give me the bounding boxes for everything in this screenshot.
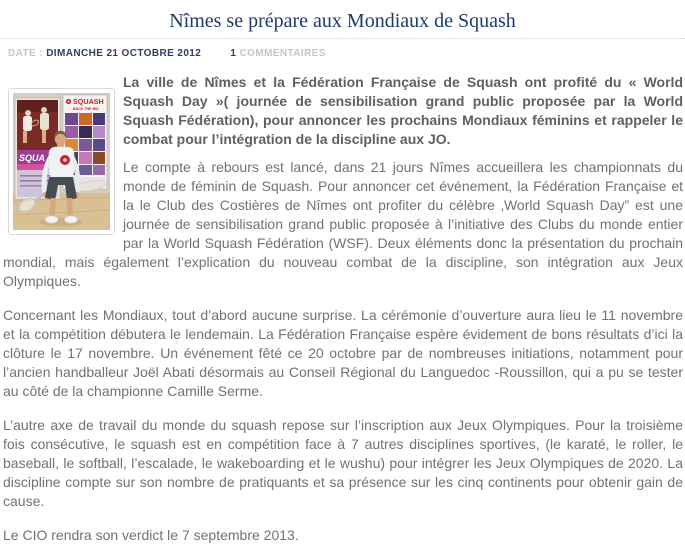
paragraph-verdict-cio: Le CIO rendra son verdict le 7 septembre 2013. — [3, 527, 299, 543]
comments-label: COMMENTAIRES — [239, 48, 326, 59]
poster-right-subtitle: BACK THE BID — [73, 107, 99, 111]
comments-link[interactable] — [230, 48, 325, 59]
paragraph-jeux-olympiques: L’autre axe de travail du monde du squash repose sur l’inscription aux Jeux Olympiques. Pour la troisième fois consécutive, le squash est en compétition face à 7 autres disciplines sportives, (le karaté, le roller, le baseball, le softball, l’escalade, le wakeboarding et le wushu) pour intégrer les Jeux Olympiques de 2020. La discipline compte sur son nombre de pratiquants et sa présence sur les cinq continents pour obtenir gain de cause. — [3, 417, 683, 509]
article-body — [0, 59, 685, 545]
poster-right-title: SQUASH — [73, 97, 104, 106]
date-value: DIMANCHE 21 OCTOBRE 2012 — [46, 48, 202, 59]
post-meta — [0, 39, 685, 59]
squash-photo-illustration — [13, 93, 110, 230]
comments-count: 1 — [230, 48, 237, 59]
poster-left-text: SQUA — [19, 153, 46, 163]
page-title: Nîmes se prépare aux Mondiaux de Squash — [0, 0, 685, 39]
paragraph-countdown: Le compte à rebours est lancé, dans 21 jours Nîmes accueillera les championnats du monde de féminin de Squash. Pour annoncer cet événement, la Fédération Française et la le Club des Costières de Nîmes ont profiter du célèbre ‚World Squash Day” est une journée de sensibilisation grand public proposée à l’initiative des Clubs du monde entier par la World Squash Fédération (WSF). Deux éléments donc la présentation du prochain mondial, mais également l’explication du nouveau combat de la discipline, son intégration aux Jeux Olympiques. — [3, 159, 683, 289]
intro-paragraph: La ville de Nîmes et la Fédération Française de Squash ont profité du « World Squash Day »( journée de sensibilisation grand public proposée par la World Squash Fédération), pour annoncer les prochains Mondiaux féminins et rappeler le combat pour l’intégration de la discipline aux JO. — [123, 74, 683, 147]
article-photo[interactable] — [8, 88, 115, 235]
paragraph-mondiaux: Concernant les Mondiaux, tout d’abord aucune surprise. La cérémonie d’ouverture aura lieu le 11 novembre et la compétition débutera le lendemain. La Fédération Française espère évidement de bons résultats d’ici la clôture le 17 novembre. Un événement fêté ce 20 octobre par de nombreuses initiations, notamment pour l’ancien handballeur Joël Abati désormais au Conseil Régional du Languedoc -Roussillon, qui a pu se tester au côté de la championne Camille Serme. — [3, 307, 683, 399]
date-label: DATE : — [8, 48, 43, 59]
